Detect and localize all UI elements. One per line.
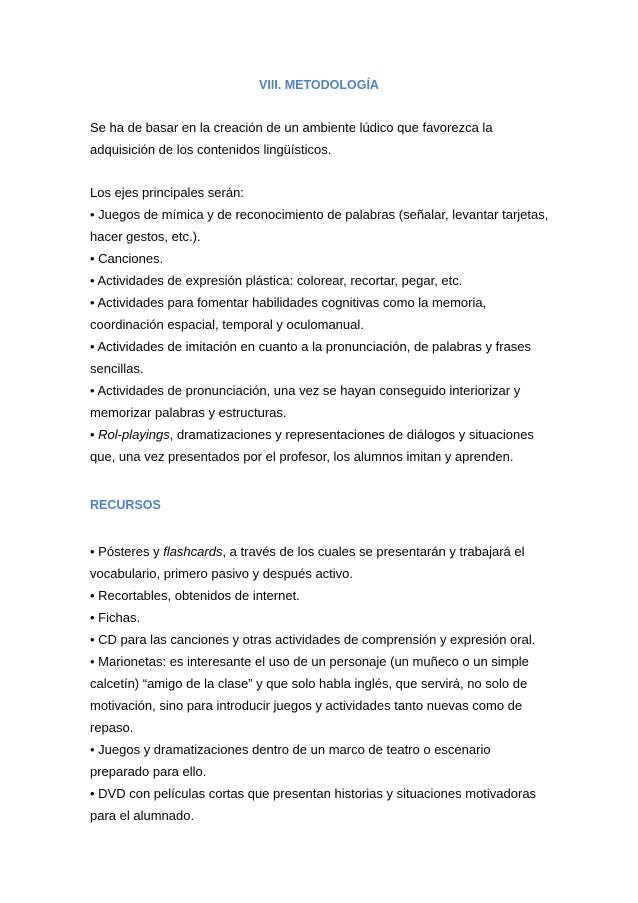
- list-item: • DVD con películas cortas que presentan historias y situaciones motivadoras: [90, 786, 537, 801]
- list-item: • Juegos y dramatizaciones dentro de un marco de teatro o escenario: [90, 742, 491, 757]
- list-item: • Recortables, obtenidos de internet.: [90, 588, 300, 603]
- list-item: • Fichas.: [90, 610, 141, 625]
- text-line: preparado para ello.: [90, 764, 207, 779]
- intro-paragraph: [90, 117, 560, 161]
- list-item: • Marionetas: es interesante el uso de un personaje (un muñeco o un simple: [90, 654, 529, 669]
- list-item: • Actividades de expresión plástica: colorear, recortar, pegar, etc.: [90, 273, 463, 288]
- text-line: hacer gestos, etc.).: [90, 229, 201, 244]
- text-line: repaso.: [90, 720, 134, 735]
- text-line: memorizar palabras y estructuras.: [90, 405, 287, 420]
- recursos-heading: RECURSOS: [90, 498, 161, 512]
- italic-term: flashcards: [163, 544, 223, 559]
- ejes-paragraph: [90, 182, 560, 468]
- text-span: , dramatizaciones y representaciones de diálogos y situaciones: [169, 427, 534, 442]
- list-item: [90, 541, 560, 563]
- list-item: • Actividades de imitación en cuanto a la pronunciación, de palabras y frases: [90, 339, 532, 354]
- list-item: • Actividades de pronunciación, una vez se hayan conseguido interiorizar y: [90, 383, 521, 398]
- text-line: vocabulario, primero pasivo y después activo.: [90, 566, 354, 581]
- list-item: • Juegos de mímica y de reconocimiento de palabras (señalar, levantar tarjetas,: [90, 207, 549, 222]
- text-span: • Pósteres y: [90, 544, 164, 559]
- bullet: •: [90, 427, 99, 442]
- text-line: sencillas.: [90, 361, 144, 376]
- text-line: para el alumnado.: [90, 808, 195, 823]
- list-item: • Actividades para fomentar habilidades cognitivas como la memoria,: [90, 295, 487, 310]
- text-line: Los ejes principales serán:: [90, 185, 244, 200]
- text-line: calcetín) “amigo de la clase” y que solo habla inglés, que servirá, no solo de: [90, 676, 528, 691]
- section-heading: VIII. METODOLOGÍA: [259, 78, 379, 92]
- text-line: Se ha de basar en la creación de un ambiente lúdico que favorezca la: [90, 120, 493, 135]
- recursos-list: [90, 541, 560, 827]
- text-line: motivación, sino para introducir juegos y actividades tanto nuevas como de: [90, 698, 523, 713]
- list-item: [90, 424, 560, 446]
- italic-term: Rol-playings: [98, 427, 170, 442]
- text-span: , a través de los cuales se presentarán y trabajará el: [222, 544, 525, 559]
- list-item: • CD para las canciones y otras actividades de comprensión y expresión oral.: [90, 632, 536, 647]
- text-line: que, una vez presentados por el profesor, los alumnos imitan y aprenden.: [90, 449, 514, 464]
- text-line: adquisición de los contenidos lingüísticos.: [90, 142, 332, 157]
- list-item: • Canciones.: [90, 251, 164, 266]
- text-line: coordinación espacial, temporal y oculomanual.: [90, 317, 364, 332]
